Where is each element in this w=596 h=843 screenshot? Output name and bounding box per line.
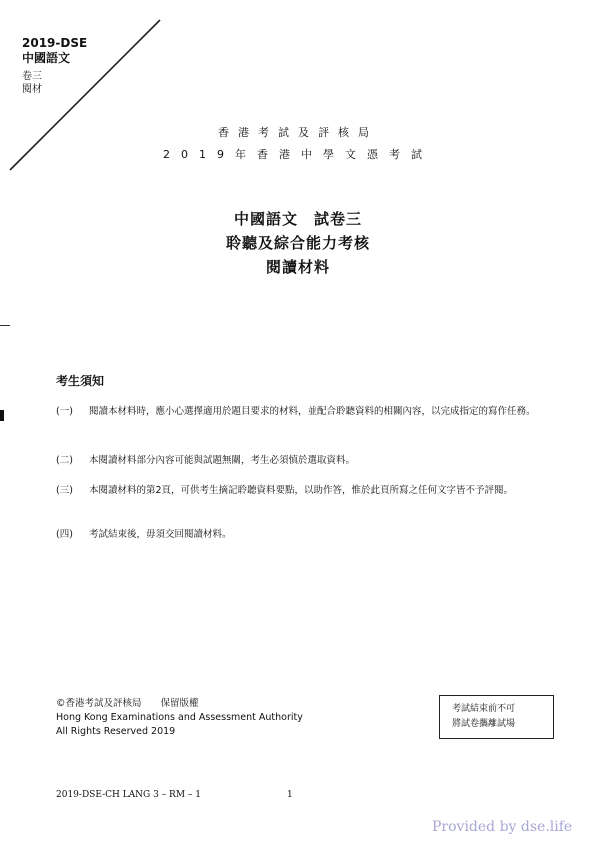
instruction-number: (四) — [56, 529, 73, 540]
copyright-line-authority: Hong Kong Examinations and Assessment Authority — [56, 712, 303, 723]
exam-notice-box — [439, 695, 554, 739]
instruction-number: (二) — [56, 455, 73, 466]
paper-title: 中國語文 試卷三 — [233, 210, 362, 228]
instruction-text: 考試結束後，毋須交回閱讀材料。 — [89, 529, 232, 540]
copyright-line-rights: All Rights Reserved 2019 — [56, 726, 176, 737]
instructions-heading: 考生須知 — [56, 374, 105, 388]
material-title: 閱讀材料 — [265, 258, 330, 276]
watermark: Provided by dse.life — [432, 819, 573, 835]
corner-exam-code: 2019-DSE — [22, 36, 88, 50]
instruction-item — [56, 404, 556, 420]
instruction-item — [56, 527, 556, 543]
corner-paper: 卷三 — [22, 71, 42, 82]
copyright-line-chinese: ©香港考試及評核局 保留版權 — [56, 698, 199, 709]
notice-line-1: 考試結束前不可 — [452, 704, 516, 714]
page-number: 1 — [287, 790, 293, 800]
instruction-item — [56, 453, 556, 469]
margin-mark — [0, 410, 4, 421]
instruction-text: 本閱讀材料部分內容可能與試題無關，考生必須慎於選取資料。 — [89, 455, 356, 466]
margin-tick — [0, 325, 10, 326]
corner-material: 閱材 — [22, 84, 42, 95]
footer-paper-code: 2019-DSE-CH LANG 3 – RM – 1 — [56, 790, 201, 800]
corner-label — [22, 36, 87, 66]
instruction-text: 本閱讀材料的第2頁，可供考生摘記聆聽資料要點，以助作答，惟於此頁所寫之任何文字皆不予評閱。 — [89, 485, 514, 496]
instruction-item — [56, 483, 556, 499]
exam-name: 2019年香港中學文憑考試 — [163, 148, 433, 161]
copyright-notice — [56, 697, 303, 739]
corner-subject: 中國語文 — [22, 51, 71, 65]
paper-subtitle: 聆聽及綜合能力考核 — [225, 234, 370, 252]
instruction-number: (一) — [56, 406, 73, 417]
instruction-text: 閱讀本材料時，應小心選擇適用於題目要求的材料，並配合聆聽資料的相關內容，以完成指定的寫作任務。 — [89, 406, 536, 417]
instruction-number: (三) — [56, 485, 73, 496]
notice-line-2: 將試卷攜離試場 — [452, 719, 516, 729]
corner-sublabel — [22, 70, 42, 96]
authority-name: 香港考試及評核局 — [218, 126, 378, 139]
